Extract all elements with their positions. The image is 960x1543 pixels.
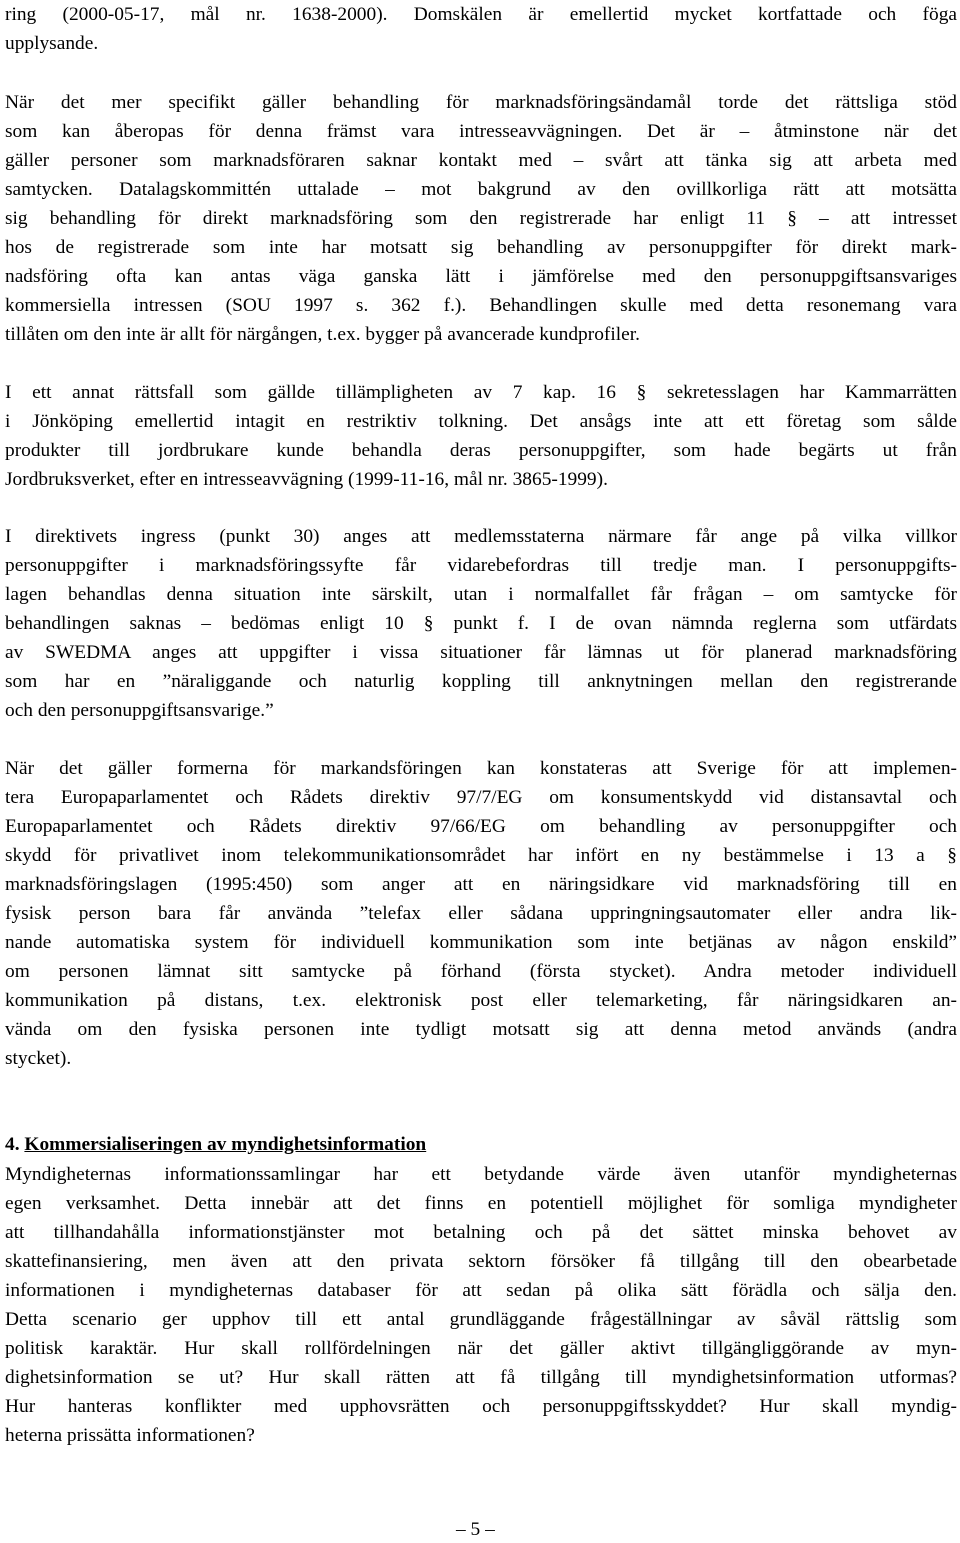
text-line: sig behandling för direkt marknadsföring som den registrerade har enligt 11 § – att intresset (5, 208, 957, 229)
text-line: behandlingen saknas – bedömas enligt 10 § punkt f. I de ovan nämnda reglerna som utfärdats (5, 613, 957, 634)
text-line: skattefinansiering, men även att den privata sektorn försöker få tillgång till den obearbetade (5, 1251, 957, 1272)
text-line: ring (2000-05-17, mål nr. 1638-2000). Domskälen är emellertid mycket kortfattade och föga (5, 4, 957, 25)
text-line: politisk karaktär. Hur skall rollfördelningen när det gäller aktivt tillgängliggörande av myn- (5, 1338, 957, 1359)
text-line: i Jönköping emellertid intagit en restriktiv tolkning. Det ansågs inte att ett företag som sålde (5, 411, 957, 432)
text-line: Europaparlamentet och Rådets direktiv 97/66/EG om behandling av personuppgifter och (5, 816, 957, 837)
text-line: som kan åberopas för denna främst vara intresseavvägningen. Det är – åtminstone när det (5, 121, 957, 142)
text-line: skydd för privatlivet inom telekommunikationsområdet har infört en ny bestämmelse i 13 a § (5, 845, 957, 866)
text-line: Hur hanteras konflikter med upphovsrätten och personuppgiftsskyddet? Hur skall myndig- (5, 1396, 957, 1417)
section-title: Kommersialiseringen av myndighetsinformation (24, 1134, 427, 1155)
section-heading (5, 1130, 426, 1159)
text-line: Detta scenario ger upphov till ett antal grundläggande frågeställningar av såväl rättslig som (5, 1309, 957, 1330)
text-line: heterna prissätta informationen? (5, 1425, 255, 1446)
text-line: upplysande. (5, 33, 99, 54)
text-line: produkter till jordbrukare kunde behandla deras personuppgifter, som hade begärts ut från (5, 440, 957, 461)
text-line: När det mer specifikt gäller behandling för marknadsföringsändamål torde det rättsliga stöd (5, 92, 957, 113)
page-number: – 5 – (456, 1519, 495, 1540)
section-number: 4. (5, 1134, 20, 1155)
text-line: dighetsinformation se ut? Hur skall rätten att få tillgång till myndighetsinformation utformas? (5, 1367, 957, 1388)
text-line: stycket). (5, 1048, 72, 1069)
text-line: och den personuppgiftsansvarige.” (5, 700, 274, 721)
text-line: personuppgifter i marknadsföringssyfte får vidarebefordras till tredje man. I personuppgifts- (5, 555, 957, 576)
text-line: fysisk person bara får använda ”telefax eller sådana uppringningsautomater eller andra lik- (5, 903, 957, 924)
text-line: nadsföring ofta kan antas väga ganska lätt i jämförelse med den personuppgiftsansvariges (5, 266, 957, 287)
text-line: egen verksamhet. Detta innebär att det finns en potentiell möjlighet för somliga myndigheter (5, 1193, 957, 1214)
text-line: att tillhandahålla informationstjänster mot betalning och på det sättet minska behovet av (5, 1222, 957, 1243)
text-line: Myndigheternas informationssamlingar har ett betydande värde även utanför myndigheternas (5, 1164, 957, 1185)
text-line: samtycken. Datalagskommittén uttalade – mot bakgrund av den ovillkorliga rätt att motsätta (5, 179, 957, 200)
text-line: hos de registrerade som inte har motsatt sig behandling av personuppgifter för direkt mark- (5, 237, 957, 258)
text-line: kommersiella intressen (SOU 1997 s. 362 f.). Behandlingen skulle med detta resonemang vara (5, 295, 957, 316)
text-line: marknadsföringslagen (1995:450) som anger att en näringsidkare vid marknadsföring till en (5, 874, 957, 895)
text-line: vända om den fysiska personen inte tydligt motsatt sig att denna metod används (andra (5, 1019, 957, 1040)
text-line: tillåten om den inte är allt för närgången, t.ex. bygger på avancerade kundprofiler. (5, 324, 640, 345)
text-line: som har en ”näraliggande och naturlig koppling till anknytningen mellan den registrerande (5, 671, 957, 692)
text-line: av SWEDMA anges att uppgifter i vissa situationer får lämnas ut för planerad marknadsföring (5, 642, 957, 663)
text-line: lagen behandlas denna situation inte särskilt, utan i normalfallet får frågan – om samtycke för (5, 584, 957, 605)
text-line: informationen i myndigheternas databaser för att sedan på olika sätt förädla och sälja den. (5, 1280, 957, 1301)
text-line: Jordbruksverket, efter en intresseavvägning (1999-11-16, mål nr. 3865-1999). (5, 469, 608, 490)
text-line: gäller personer som marknadsföraren saknar kontakt med – svårt att tänka sig att arbeta med (5, 150, 957, 171)
text-line: kommunikation på distans, t.ex. elektronisk post eller telemarketing, får näringsidkaren an- (5, 990, 957, 1011)
text-line: om personen lämnat sitt samtycke på förhand (första stycket). Andra metoder individuell (5, 961, 957, 982)
text-line: I direktivets ingress (punkt 30) anges att medlemsstaterna närmare får ange på vilka villkor (5, 526, 957, 547)
text-line: I ett annat rättsfall som gällde tillämpligheten av 7 kap. 16 § sekretesslagen har Kammarrätten (5, 382, 957, 403)
text-line: tera Europaparlamentet och Rådets direktiv 97/7/EG om konsumentskydd vid distansavtal och (5, 787, 957, 808)
text-line: När det gäller formerna för markandsföringen kan konstateras att Sverige för att implemen- (5, 758, 957, 779)
text-line: nande automatiska system för individuell kommunikation som inte betjänas av någon enskild” (5, 932, 957, 953)
